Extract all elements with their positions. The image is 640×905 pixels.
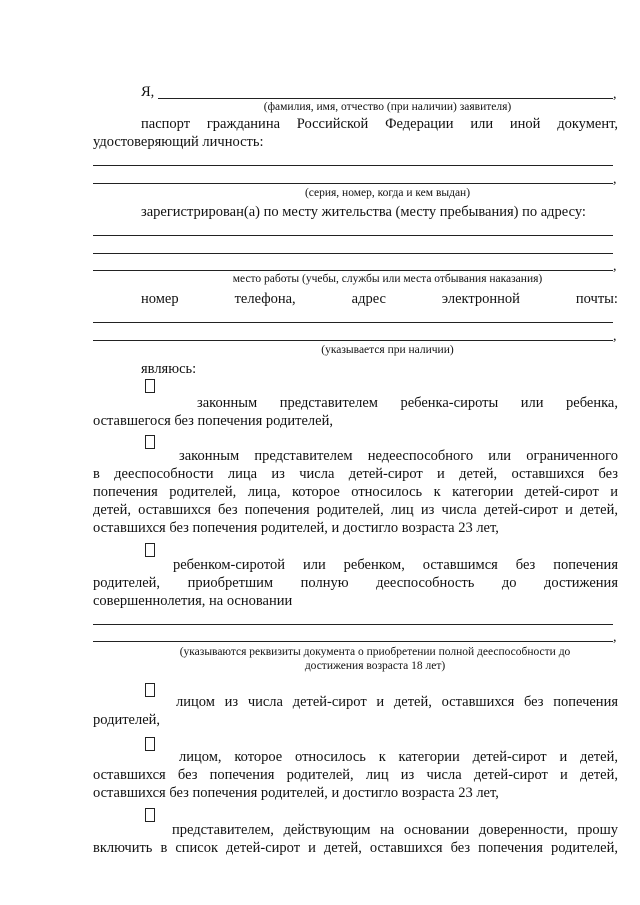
option-1-text bbox=[93, 394, 618, 430]
word: электронной bbox=[441, 291, 520, 307]
document-line-1[interactable] bbox=[93, 624, 613, 625]
line: оставшихся без попечения родителей, лиц из числа детей-сирот и детей, bbox=[93, 767, 618, 783]
option-3-text bbox=[93, 556, 618, 610]
option-1-checkbox[interactable] bbox=[145, 379, 155, 393]
phone-line-1[interactable] bbox=[93, 322, 613, 323]
option-4-text bbox=[93, 693, 618, 729]
line: законным представителем недееспособного или ограниченного bbox=[179, 448, 618, 464]
word: номер bbox=[141, 291, 179, 307]
comma: , bbox=[613, 630, 617, 645]
document-line-2[interactable] bbox=[93, 641, 613, 642]
address-line-3[interactable] bbox=[93, 270, 613, 271]
work-caption: место работы (учебы, службы или места отбывания наказания) bbox=[232, 273, 543, 285]
phone-email-label bbox=[141, 290, 618, 308]
passport-line-1[interactable] bbox=[93, 165, 613, 166]
address-line-2[interactable] bbox=[93, 253, 613, 254]
line: совершеннолетия, на основании bbox=[93, 593, 293, 609]
option-2-text bbox=[93, 447, 618, 537]
comma: , bbox=[613, 329, 617, 344]
comma: , bbox=[613, 87, 617, 102]
line: родителей, приобретшим полную дееспособность до достижения bbox=[93, 575, 618, 591]
line: оставшихся без попечения родителей, и достигло возраста 23 лет, bbox=[93, 520, 499, 536]
line: законным представителем ребенка-сироты или ребенка, bbox=[197, 395, 618, 411]
line: попечения родителей, лица, которое относилось к категории детей-сирот и bbox=[93, 484, 618, 500]
document-caption-1: (указываются реквизиты документа о приобретении полной дееспособности до bbox=[179, 646, 571, 658]
line: родителей, bbox=[93, 712, 161, 728]
am-label: являюсь: bbox=[141, 361, 197, 377]
comma: , bbox=[613, 259, 617, 274]
option-6-text bbox=[93, 821, 618, 857]
option-3-checkbox[interactable] bbox=[145, 543, 155, 557]
line: лицом из числа детей-сирот и детей, оставшихся без попечения bbox=[176, 694, 618, 710]
address-line-1[interactable] bbox=[93, 235, 613, 236]
line: включить в список детей-сирот и детей, оставшихся без попечения родителей, bbox=[93, 840, 618, 856]
ya-label: Я, bbox=[141, 84, 155, 100]
passport-caption: (серия, номер, когда и кем выдан) bbox=[304, 187, 471, 199]
line: лицом, которое относилось к категории детей-сирот и детей, bbox=[179, 749, 618, 765]
phone-caption: (указывается при наличии) bbox=[321, 344, 454, 356]
option-5-text bbox=[93, 748, 618, 802]
line: представителем, действующим на основании доверенности, прошу bbox=[172, 822, 618, 838]
word: адрес bbox=[351, 291, 386, 307]
passport-line-2[interactable] bbox=[93, 183, 613, 184]
line: оставшегося без попечения родителей, bbox=[93, 413, 333, 429]
line: ребенком-сиротой или ребенком, оставшимся без попечения bbox=[173, 557, 618, 573]
word: почты: bbox=[575, 291, 618, 307]
fio-line[interactable] bbox=[158, 98, 613, 99]
line: детей, оставшихся без попечения родителей, лиц из числа детей-сирот и детей, bbox=[93, 502, 618, 518]
word: телефона, bbox=[234, 291, 296, 307]
document-caption-2: достижения возраста 18 лет) bbox=[304, 660, 446, 672]
passport-text-2: удостоверяющий личность: bbox=[93, 134, 264, 150]
phone-line-2[interactable] bbox=[93, 340, 613, 341]
fio-caption: (фамилия, имя, отчество (при наличии) заявителя) bbox=[263, 101, 512, 113]
passport-text: паспорт гражданина Российской Федерации или иной документ, bbox=[141, 116, 618, 132]
comma: , bbox=[613, 172, 617, 187]
line: в дееспособности лица из числа детей-сирот и детей, оставшихся без bbox=[93, 466, 618, 482]
option-6-checkbox[interactable] bbox=[145, 808, 155, 822]
line: оставшихся без попечения родителей, и достигло возраста 23 лет, bbox=[93, 785, 499, 801]
registered-text: зарегистрирован(а) по месту жительства (месту пребывания) по адресу: bbox=[141, 204, 586, 220]
